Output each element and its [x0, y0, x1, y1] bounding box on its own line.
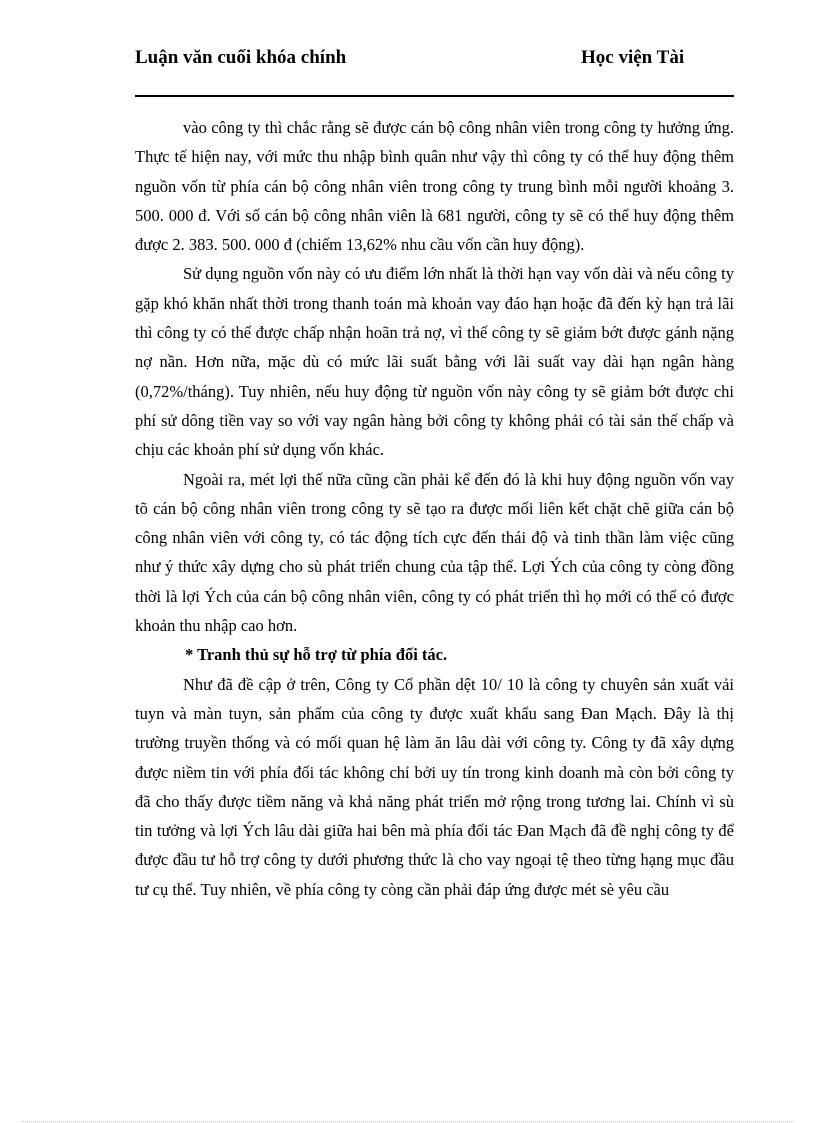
page-header [135, 45, 734, 97]
header-right-title: Học viện Tài [581, 47, 685, 68]
section-heading: * Tranh thủ sự hỗ trợ từ phía đối tác. [185, 645, 448, 665]
paragraph: Như đã đề cập ở trên, Công ty Cổ phần dệt 10/ 10 là công ty chuyên sản xuất vải tuyn và màn tuyn, sản phẩm của công ty được xuất khẩu sang Đan Mạch. Đây là thị trường truyền thống và có mối quan hệ làm ăn lâu dài với công ty. Công ty đã xây dựng được niềm tin với phía đối tác không chỉ bởi uy tín trong kinh doanh mà còn bởi công ty đã cho thấy được tiềm năng và khả năng phát triển mở rộng trong tương lai. Chính vì sù tin tưởng và lợi Ých lâu dài giữa hai bên mà phía đối tác Đan Mạch đã đề nghị công ty để được đầu tư hỗ trợ công ty dưới phương thức là cho vay ngoại tệ theo từng hạng mục đầu tư cụ thể. Tuy nhiên, về phía công ty còng cần phải đáp ứng được mét sè yêu cầu [135, 674, 734, 899]
paragraph: Ngoài ra, mét lợi thế nữa cũng cần phải kể đến đó là khi huy động nguồn vốn vay tõ cán bộ công nhân viên trong công ty sẽ tạo ra được mối liên kết chặt chẽ giữa cán bộ công nhân viên với công ty, có tác động tích cực đến thái độ và tinh thần làm việc cũng như ý thức xây dựng cho sù phát triển chung của tập thể. Lợi Ých của công ty còng đồng thời là lợi Ých của cán bộ công nhân viên, công ty có phát triển thì họ mới có thể có được khoản thu nhập cao hơn. [135, 469, 734, 636]
header-left-title: Luận văn cuối khóa chính [135, 47, 347, 68]
page-bottom-divider [22, 1121, 794, 1122]
document-body [135, 113, 734, 904]
paragraph: Sử dụng nguồn vốn này có ưu điểm lớn nhất là thời hạn vay vốn dài và nếu công ty gặp khó khăn nhất thời trong thanh toán mà khoản vay đáo hạn hoặc đã đến kỳ hạn trả lãi thì công ty có thể được chấp nhận hoãn trả nợ, vì thế công ty sẽ giảm bớt được gánh nặng nợ nần. Hơn nữa, mặc dù có mức lãi suất bằng với lãi suất vay dài hạn ngân hàng (0,72%/tháng). Tuy nhiên, nếu huy động từ nguồn vốn này công ty sẽ giảm bớt được chi phí sử dông tiền vay so với vay ngân hàng bởi công ty không phải có tài sản thế chấp và chịu các khoản phí sử dụng vốn khác. [135, 264, 734, 460]
paragraph: vào công ty thì chắc rằng sẽ được cán bộ công nhân viên trong công ty hưởng ứng. Thực tế hiện nay, với mức thu nhập bình quân như vậy thì công ty có thể huy động thêm nguồn vốn từ phía cán bộ công nhân viên trong công ty trung bình mỗi người khoảng 3. 500. 000 đ. Với số cán bộ công nhân viên là 681 người, công ty sẽ có thể huy động thêm được 2. 383. 500. 000 đ (chiếm 13,62% nhu cầu vốn cần huy động). [135, 118, 734, 255]
